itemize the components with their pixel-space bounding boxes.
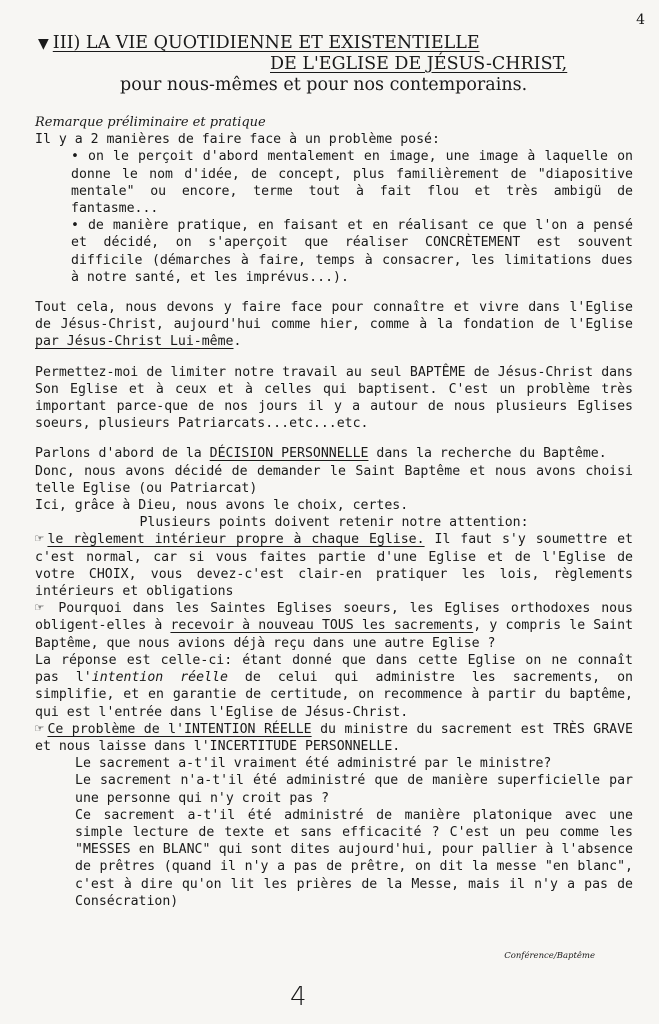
bullet-2: • de manière pratique, en faisant et en réalisant ce que l'on a pensé et décidé, on s'aperçoit que réaliser CONCRÈTEMENT est souvent difficile (démarches à faire, temps à consacrer, les limitations dues à notre santé, et les imprévus...).: [71, 218, 633, 285]
paragraph-1-text: Tout cela, nous devons y faire face pour connaître et vivre dans l'Eglise de Jésus-Christ, aujourd'hui comme hier, comme à la fondation de l'Eglise: [35, 300, 633, 333]
point-2-underlined: recevoir à nouveau TOUS les sacrements: [170, 618, 474, 634]
points-heading: Plusieurs points doivent retenir notre attention:: [139, 515, 529, 531]
title-line-1: III) LA VIE QUOTIDIENNE ET EXISTENTIELLE: [52, 33, 480, 53]
footer-label: Conférence/Baptême: [504, 951, 595, 961]
paragraph-3-start: Parlons d'abord de la: [35, 446, 210, 462]
question-1: Le sacrement a-t'il vraiment été administré par le ministre?: [75, 756, 552, 772]
pointing-hand-icon: ☞: [35, 531, 44, 548]
point-1: [35, 531, 633, 600]
title-line-2: DE L'EGLISE DE JÉSUS-CHRIST,: [270, 54, 568, 74]
paragraph-2: Permettez-moi de limiter notre travail au seul BAPTÊME de Jésus-Christ dans Son Eglise et à ceux et à celles qui baptisent. C'est un problème très important parce-que de nos jours il y a autour de nous plusieurs Eglises soeurs, plusieurs Patriarcats...etc...etc.: [35, 364, 633, 432]
answer: [35, 652, 633, 721]
section-title: [38, 33, 598, 95]
point-2: [35, 600, 633, 652]
paragraph-1-end: .: [233, 334, 242, 350]
paragraph-1-underlined: par Jésus-Christ Lui-même: [35, 334, 234, 350]
remark-heading: Remarque préliminaire et pratique: [35, 115, 266, 130]
answer-italic: intention réelle: [91, 670, 228, 686]
document-body: [35, 114, 633, 910]
triangle-down-icon: ▼: [38, 36, 49, 52]
paragraph-5: Ici, grâce à Dieu, nous avons le choix, certes.: [35, 498, 409, 514]
point-2-end: , y compris le Saint Baptême, que nous avions déjà reçu dans une autre Eglise ?: [35, 618, 634, 651]
paragraph-3: [35, 445, 633, 462]
paragraph-3-underlined: DÉCISION PERSONNELLE: [209, 446, 369, 462]
question-2: Le sacrement n'a-t'il été administré que de manière superficielle par une personne qui n'y croit pas ?: [75, 773, 633, 806]
answer-start: La réponse est celle-ci: étant donné que dans cette Eglise on ne connaît pas l': [35, 652, 633, 686]
point-3-text: du ministre du sacrement est TRÈS GRAVE et nous laisse dans l'INCERTITUDE PERSONNELLE.: [35, 721, 633, 754]
title-line-3: pour nous-mêmes et pour nos contemporains.: [120, 75, 528, 95]
point-1-underlined: le règlement intérieur propre à chaque Eglise.: [47, 532, 425, 548]
bullet-1: • on le perçoit d'abord mentalement en image, une image à laquelle on donne le nom d'idée, de concept, plus familièrement de "diapositive mentale" ou encore, terme tout à fait flou et très ambigü de fantasme...: [71, 149, 633, 217]
page-number: 4: [636, 12, 645, 28]
answer-end: de celui qui administre les sacrements, on simplifie, et en garantie de certitude, on recommence à partir du baptême, qui est l'entrée dans l'Eglise de Jésus-Christ.: [35, 670, 633, 720]
pointing-hand-icon: ☞: [35, 600, 44, 617]
paragraph-4: Donc, nous avons décidé de demander le Saint Baptême et nous avons choisi telle Eglise (ou Patriarcat): [35, 463, 633, 496]
pointing-hand-icon: ☞: [35, 720, 44, 737]
point-3: [35, 721, 633, 755]
point-2-start: Pourquoi dans les Saintes Eglises soeurs, les Eglises orthodoxes nous obligent-elles à: [35, 601, 633, 634]
paragraph-1: [35, 299, 633, 351]
point-1-text: Il faut s'y soumettre et c'est normal, car si vous faites partie d'une Eglise et de l'Eglise de votre CHOIX, vous devez-c'est clair-en pratiquer les lois, règlements intérieurs et obligations: [35, 532, 633, 600]
handwritten-page-number: 4: [290, 982, 307, 1012]
point-3-underlined: Ce problème de l'INTENTION RÉELLE: [47, 721, 312, 737]
intro-line: Il y a 2 manières de faire face à un problème posé:: [35, 132, 440, 148]
question-3: Ce sacrement a-t'il été administré de manière platonique avec une simple lecture de texte et sans efficacité ? C'est un peu comme les "MESSES en BLANC" qui sont dites aujourd'hui, pour pallier à l'absence de prêtres (quand il n'y a pas de prêtre, on dit la messe "en blanc", c'est à dire qu'on lit les prières de la Messe, mais il n'y a pas de Consécration): [75, 807, 633, 909]
paragraph-3-end: dans la recherche du Baptême.: [368, 446, 607, 462]
